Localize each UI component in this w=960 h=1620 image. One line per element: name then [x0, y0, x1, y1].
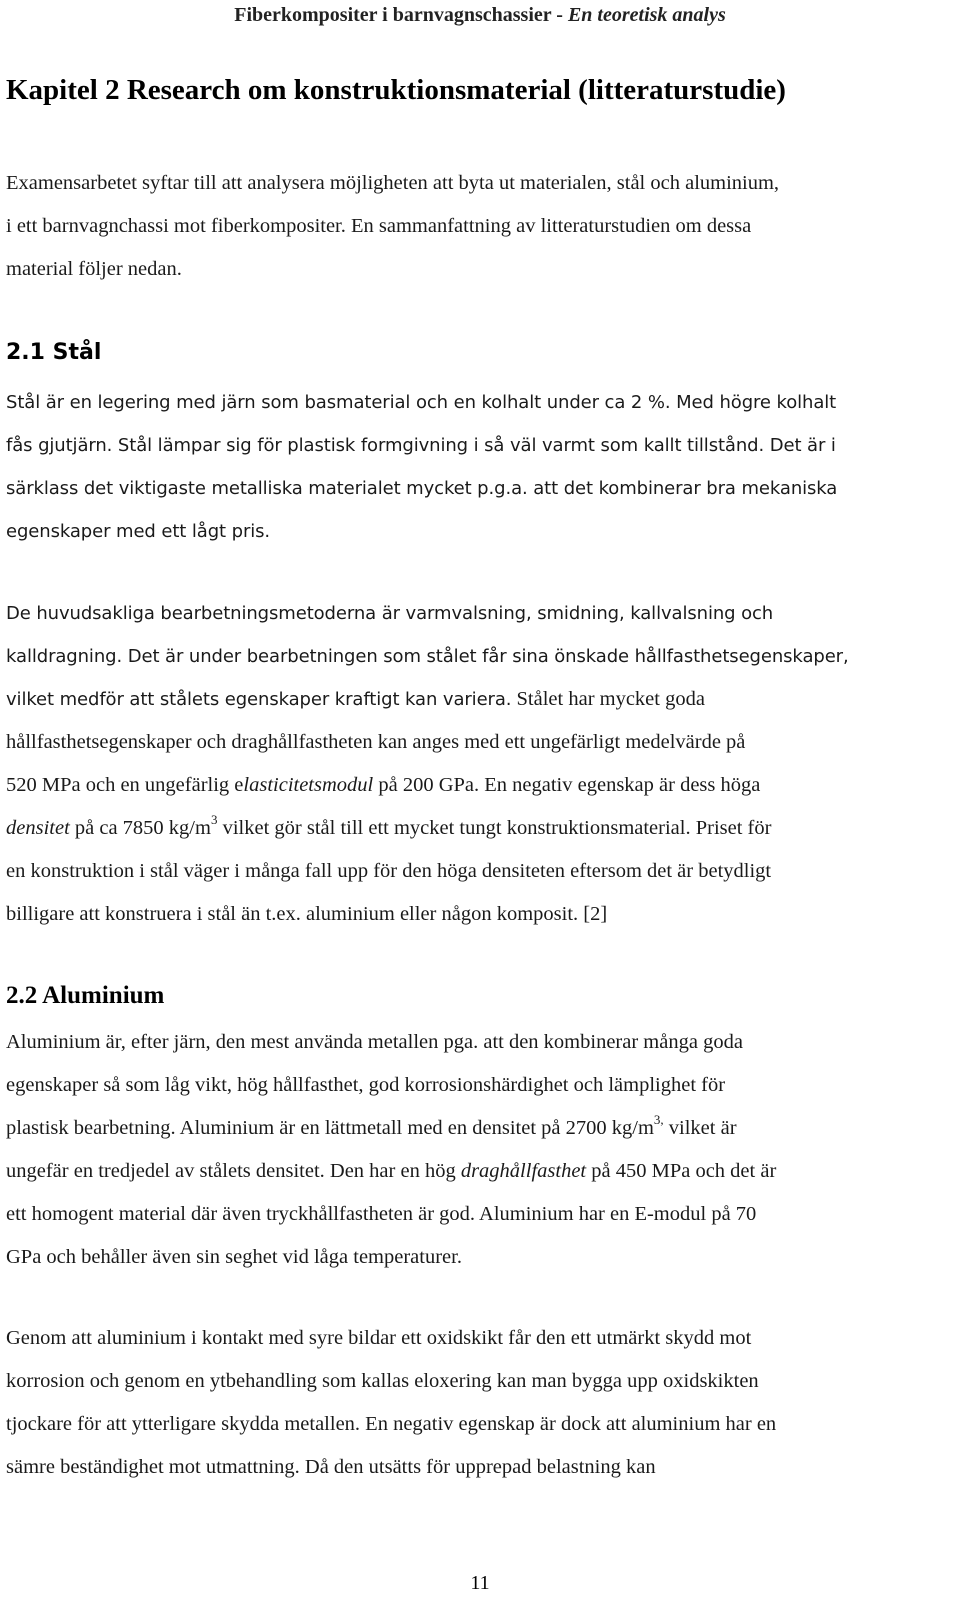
intro-line: material följer nedan. [6, 258, 182, 280]
term-densitet: densitet [6, 817, 70, 839]
text-line: sämre beständighet mot utmattning. Då den utsätts för upprepad belastning kan [6, 1456, 656, 1478]
text-segment: ungefär en tredjedel av stålets densitet. Den har en hög [6, 1160, 461, 1182]
superscript: 3 [210, 812, 218, 827]
text-line: egenskaper så som låg vikt, hög hållfasthet, god korrosionshärdighet och lämplighet för [6, 1074, 726, 1096]
text-segment: plastisk bearbetning. Aluminium är en lättmetall med en densitet på 2700 kg/m [6, 1117, 654, 1139]
text-segment: kalldragning. [6, 646, 123, 667]
text-line: tjockare för att ytterligare skydda metallen. En negativ egenskap är dock att aluminium har en [6, 1413, 777, 1435]
text-segment: på 450 MPa och det är [586, 1160, 777, 1182]
section-heading-aluminium: 2.2 Aluminium [6, 982, 165, 1009]
text-line: korrosion och genom en ytbehandling som kallas eloxering kan man bygga upp oxidskikten [6, 1370, 759, 1392]
section-heading-steel: 2.1 Stål [6, 340, 102, 365]
steel-paragraph-2 [6, 592, 951, 936]
chapter-title: Kapitel 2 Research om konstruktionsmaterial (litteraturstudie) [6, 74, 786, 106]
text-line: hållfasthetsegenskaper och draghållfastheten kan anges med ett ungefärligt medelvärde på [6, 731, 746, 753]
superscript: 3, [653, 1112, 664, 1127]
steel-paragraph-1 [6, 381, 951, 553]
text-line: GPa och behåller även sin seghet vid låga temperaturer. [6, 1246, 462, 1268]
intro-line: i ett barnvagnchassi mot fiberkompositer. En sammanfattning av litteraturstudien om dessa [6, 215, 752, 237]
text-line: Stål är en legering med järn som basmaterial och en kolhalt under ca 2 %. Med högre kolhalt [6, 392, 837, 413]
text-segment: 520 MPa och en ungefärlig e [6, 774, 244, 796]
running-header [0, 4, 960, 27]
text-segment: Stålet har mycket goda [511, 688, 705, 710]
text-segment: på ca 7850 kg/m [69, 817, 211, 839]
text-line: De huvudsakliga bearbetningsmetoderna är varmvalsning, smidning, kallvalsning och [6, 603, 774, 624]
text-line: ett homogent material där även tryckhållfastheten är god. Aluminium har en E-modul på 70 [6, 1203, 757, 1225]
header-subtitle: En teoretisk analys [567, 4, 726, 26]
intro-line: Examensarbetet syftar till att analysera möjligheten att byta ut materialen, stål och aluminium, [6, 172, 780, 194]
text-segment: vilket medför att stålets egenskaper kraftigt kan variera. [6, 689, 512, 710]
text-line: Aluminium är, efter järn, den mest använda metallen pga. att den kombinerar många goda [6, 1031, 743, 1053]
term-elasticitetsmodul: lasticitetsmodul [243, 774, 374, 796]
text-segment: vilket är [663, 1117, 737, 1139]
header-title: Fiberkompositer i barnvagnschassier - [234, 4, 568, 26]
text-line: en konstruktion i stål väger i många fall upp för den höga densiteten eftersom det är betydligt [6, 860, 772, 882]
intro-paragraph [6, 162, 951, 291]
text-line: egenskaper med ett lågt pris. [6, 521, 271, 542]
text-segment: Det är under bearbetningen som stålet får sina önskade hållfasthetsegenskaper, [122, 646, 849, 667]
aluminium-paragraph-2 [6, 1317, 951, 1489]
text-line: Genom att aluminium i kontakt med syre bildar ett oxidskikt får den ett utmärkt skydd mot [6, 1327, 752, 1349]
page-number: 11 [470, 1572, 490, 1594]
text-segment: vilket gör stål till ett mycket tungt konstruktionsmaterial. Priset för [217, 817, 772, 839]
text-line: fås gjutjärn. Stål lämpar sig för plastisk formgivning i så väl varmt som kallt tillstånd. Det är i [6, 435, 836, 456]
text-line: särklass det viktigaste metalliska materialet mycket p.g.a. att det kombinerar bra mekaniska [6, 478, 838, 499]
aluminium-paragraph-1 [6, 1021, 951, 1279]
text-segment: på 200 GPa. En negativ egenskap är dess höga [373, 774, 761, 796]
term-draghallfasthet: draghållfasthet [460, 1160, 587, 1182]
text-line: billigare att konstruera i stål än t.ex. aluminium eller någon komposit. [2] [6, 903, 608, 925]
